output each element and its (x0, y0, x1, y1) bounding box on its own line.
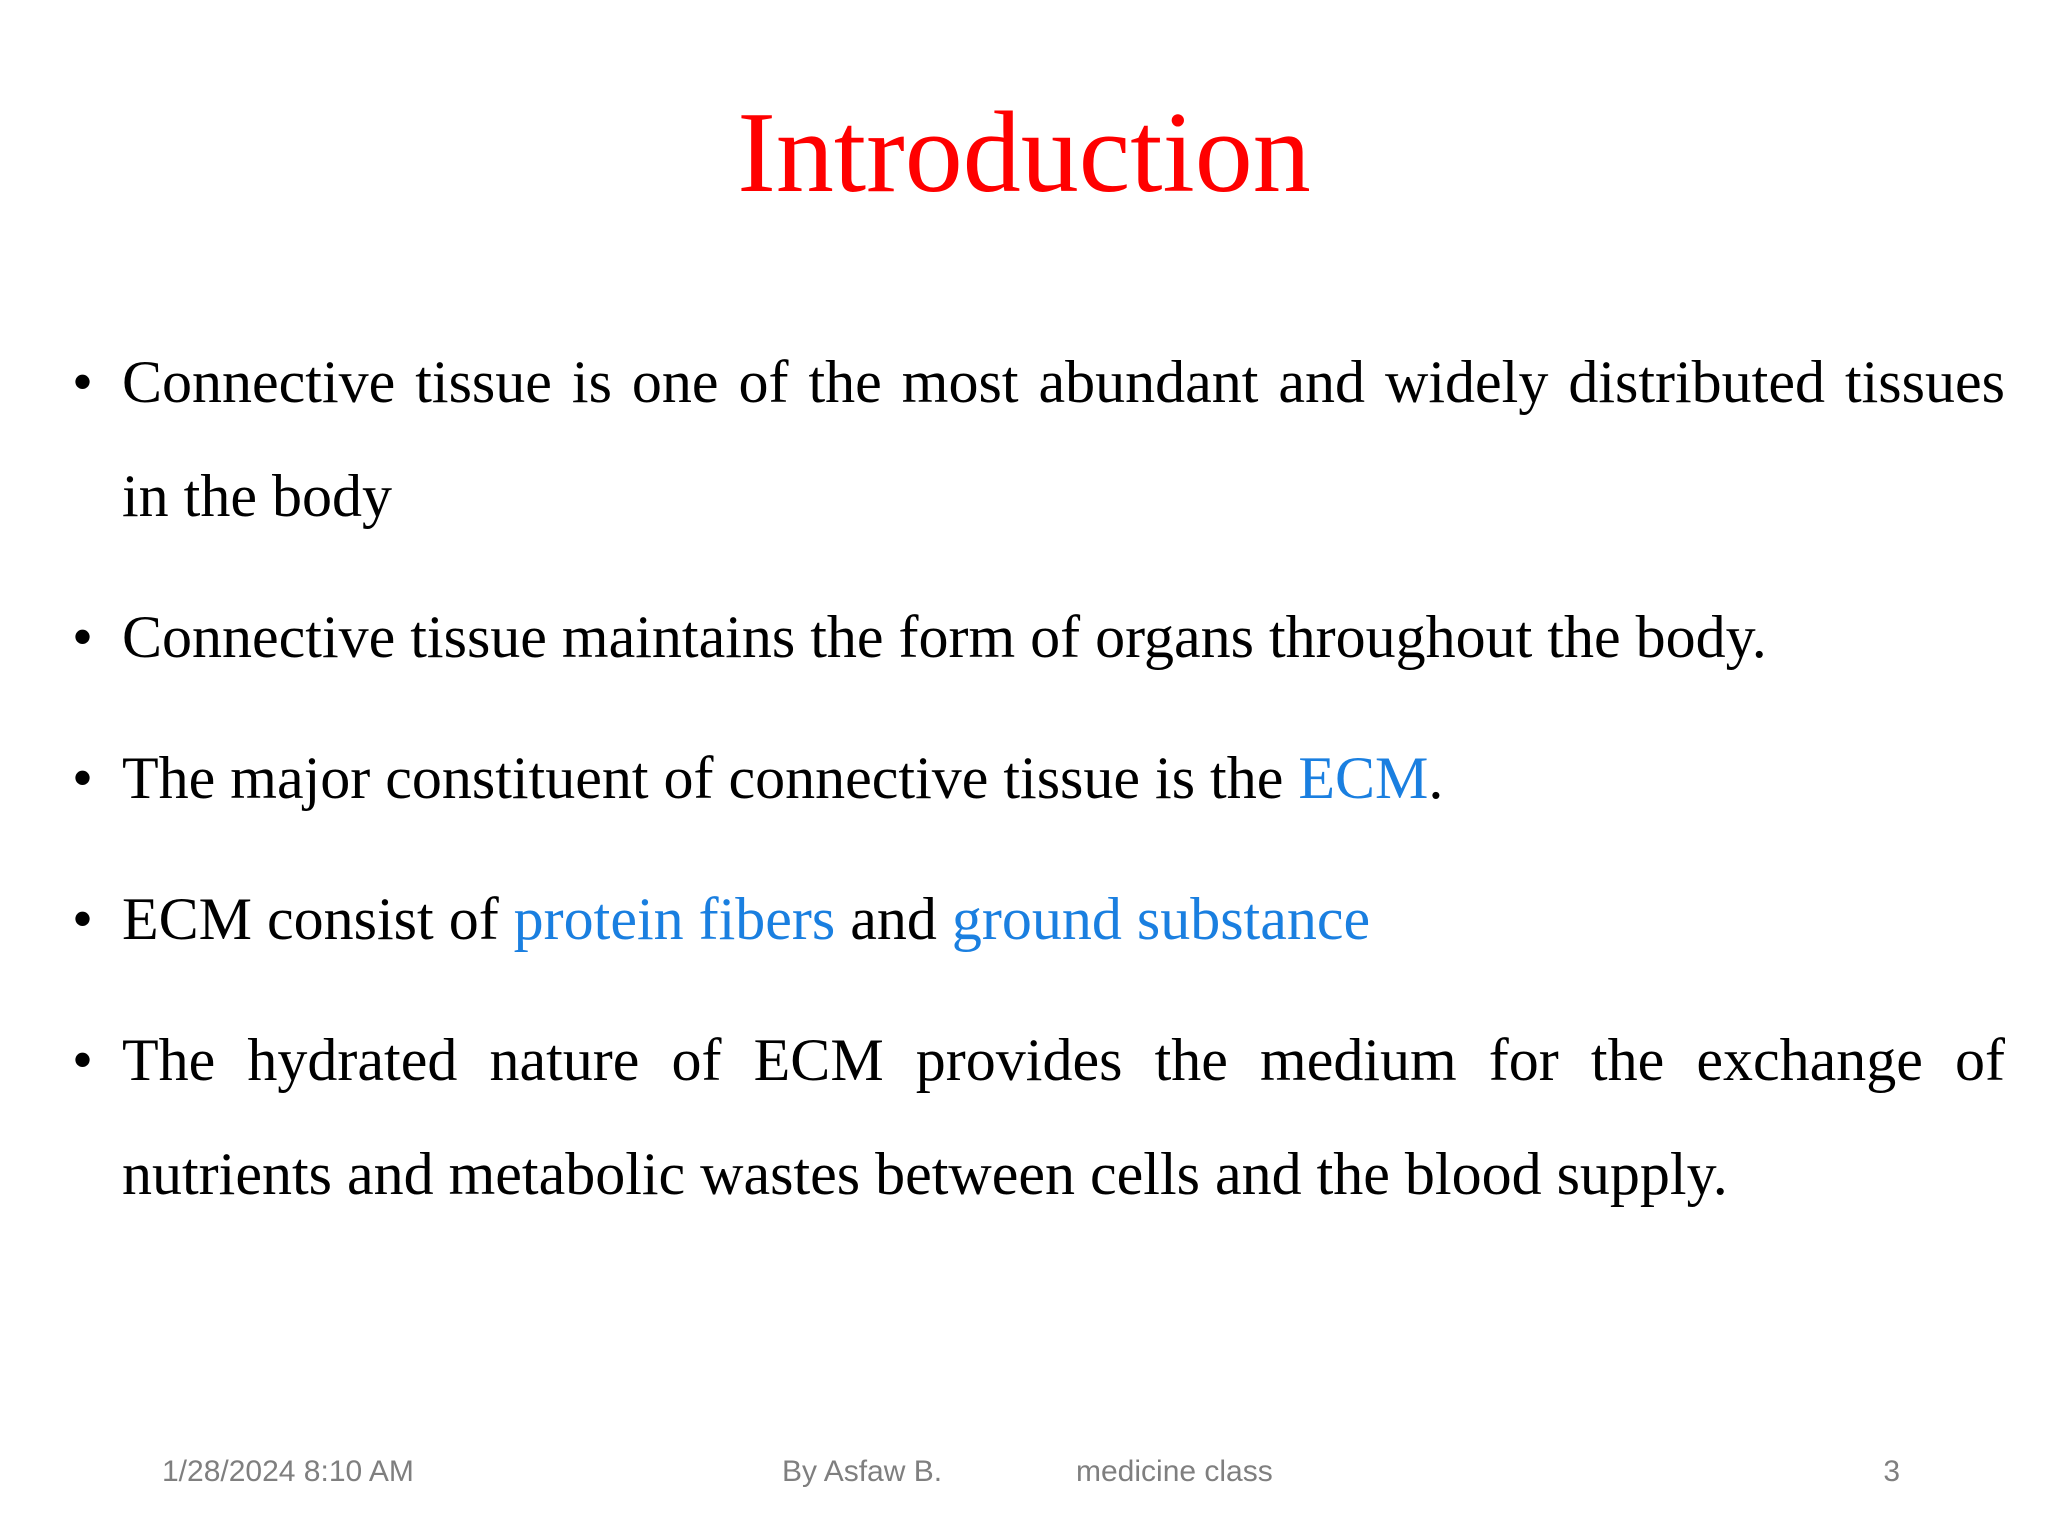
bullet-text-middle: and (835, 886, 952, 952)
bullet-item (72, 580, 2005, 694)
bullet-text: The major constituent of connective tissue is the (122, 745, 1299, 811)
bullet-item (72, 721, 2005, 835)
footer-class: medicine class (1076, 1455, 1273, 1488)
bullet-icon: • (72, 886, 94, 952)
footer-date: 1/28/2024 8:10 AM (162, 1455, 414, 1488)
bullet-icon: • (72, 349, 94, 415)
bullet-highlight-ground-substance: ground substance (951, 886, 1371, 952)
bullet-text-end: . (1428, 745, 1444, 811)
bullet-item (72, 862, 2005, 976)
bullet-text: ECM consist of (122, 886, 514, 952)
footer-page-number: 3 (1883, 1455, 1900, 1488)
footer-author: By Asfaw B. (782, 1455, 943, 1488)
bullet-list (72, 325, 2005, 1258)
bullet-highlight-ecm: ECM (1298, 745, 1429, 811)
bullet-icon: • (72, 604, 94, 670)
bullet-item (72, 1003, 2005, 1231)
bullet-text: The hydrated nature of ECM provides the medium for the exchange of nutrients and metabolic wastes between cells and the blood supply. (122, 1027, 2005, 1207)
bullet-text: Connective tissue maintains the form of organs throughout the body. (122, 604, 1767, 670)
slide-title: Introduction (737, 89, 1311, 217)
bullet-item (72, 325, 2005, 553)
bullet-icon: • (72, 1027, 94, 1093)
bullet-highlight-protein-fibers: protein fibers (513, 886, 836, 952)
bullet-text: Connective tissue is one of the most abundant and widely distributed tissues in the body (122, 349, 2005, 529)
bullet-icon: • (72, 745, 94, 811)
